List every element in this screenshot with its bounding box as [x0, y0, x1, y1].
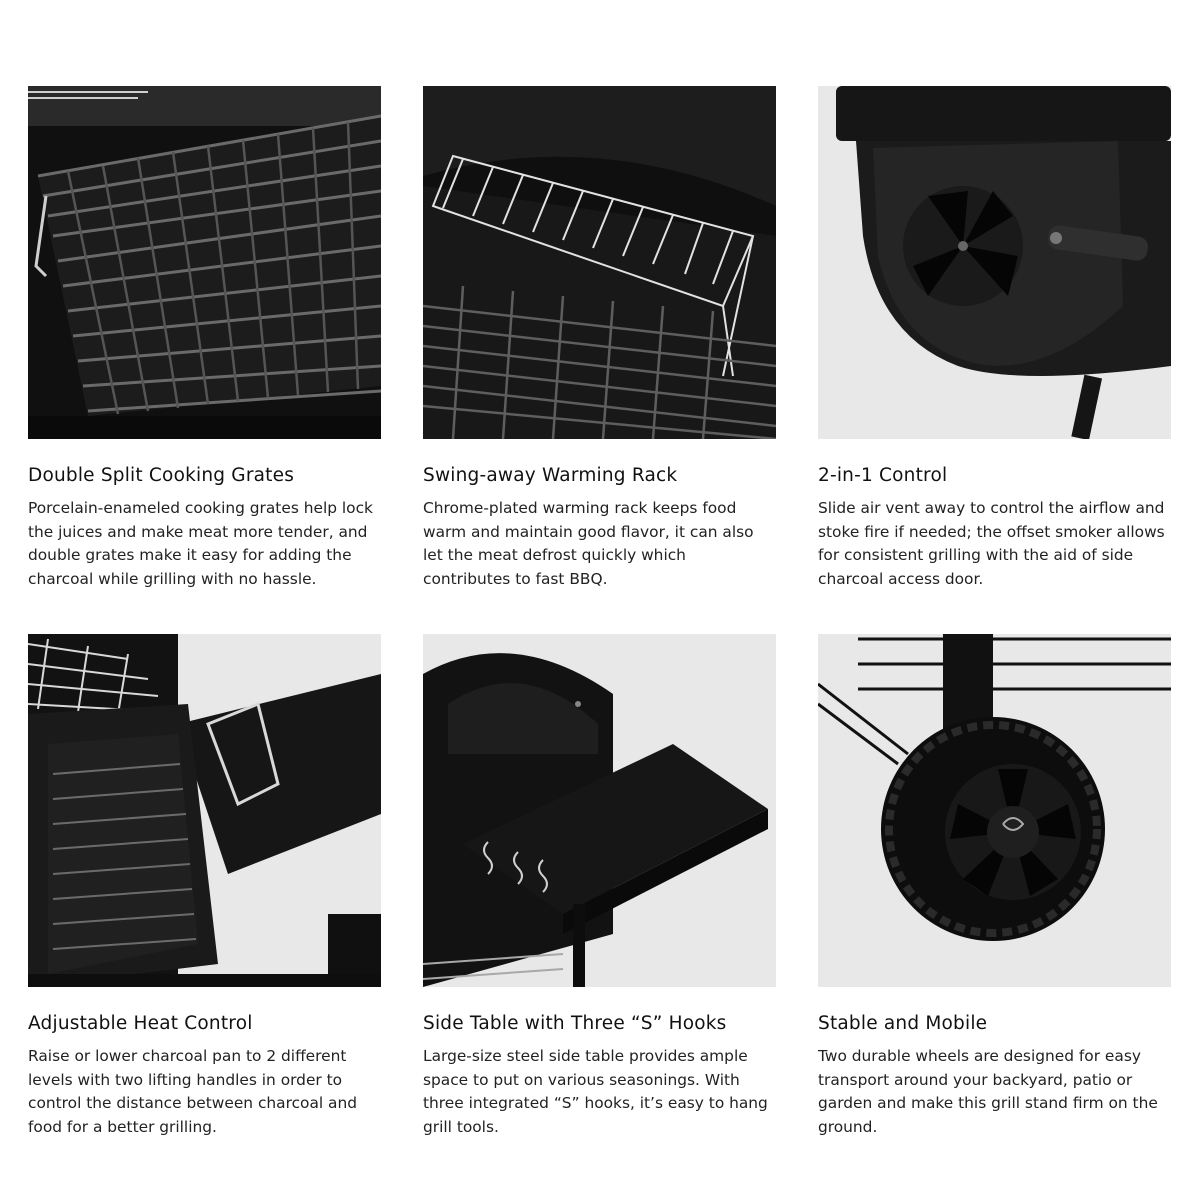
feature-title: Double Split Cooking Grates: [28, 465, 295, 486]
feature-title: Side Table with Three “S” Hooks: [423, 1013, 727, 1034]
feature-card-air-control: [818, 86, 1171, 634]
feature-description: Raise or lower charcoal pan to 2 different levels with two lifting handles in order to control the distance between charcoal and food for a better grilling.: [28, 1047, 358, 1136]
feature-description: Chrome-plated warming rack keeps food warm and maintain good flavor, it can also let the meat defrost quickly which contributes to fast BBQ.: [423, 499, 754, 588]
charcoal-pan-icon: [28, 634, 381, 987]
feature-card-side-table: [423, 634, 776, 1139]
feature-grid: [28, 86, 1171, 1139]
feature-description: Large-size steel side table provides ample space to put on various seasonings. With three integrated “S” hooks, it’s easy to hang grill tools.: [423, 1047, 768, 1136]
warming-rack-icon: [423, 86, 776, 439]
feature-title: 2-in-1 Control: [818, 465, 948, 486]
side-table-icon: [423, 634, 776, 987]
feature-description: Two durable wheels are designed for easy transport around your backyard, patio or garden and make this grill stand firm on the ground.: [818, 1047, 1158, 1136]
wheel-icon: [818, 634, 1171, 987]
feature-title: Swing-away Warming Rack: [423, 465, 678, 486]
feature-card-heat-control: [28, 634, 381, 1139]
feature-card-warming-rack: [423, 86, 776, 634]
feature-card-cooking-grates: [28, 86, 381, 634]
feature-title: Adjustable Heat Control: [28, 1013, 253, 1034]
feature-title: Stable and Mobile: [818, 1013, 988, 1034]
cooking-grate-icon: [28, 86, 381, 439]
air-vent-icon: [818, 86, 1171, 439]
feature-card-wheels: [818, 634, 1171, 1139]
feature-description: Slide air vent away to control the airflow and stoke fire if needed; the offset smoker allows for consistent grilling with the aid of side charcoal access door.: [818, 499, 1165, 588]
feature-description: Porcelain-enameled cooking grates help lock the juices and make meat more tender, and double grates make it easy for adding the charcoal while grilling with no hassle.: [28, 499, 373, 588]
